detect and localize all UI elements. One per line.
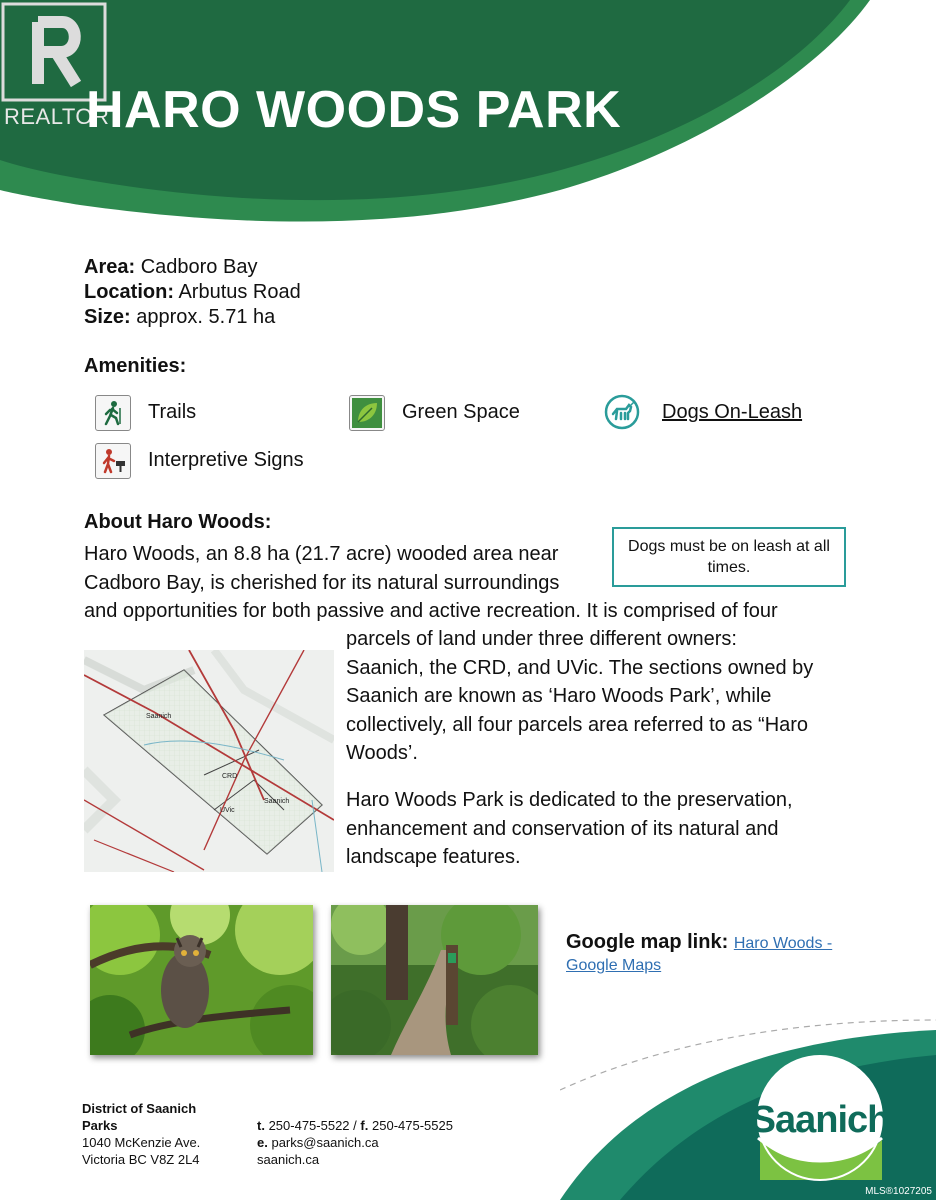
about-line: landscape features. xyxy=(346,846,521,868)
google-map-label xyxy=(566,931,832,954)
email-address[interactable]: parks@saanich.ca xyxy=(271,1135,379,1150)
sign-reader-icon xyxy=(95,443,131,479)
about-line: parcels of land under three different owners: xyxy=(346,628,737,650)
map-label-saanich: Saanich xyxy=(146,713,172,720)
footer-contact xyxy=(257,1117,453,1168)
area-label: Area: xyxy=(84,256,136,278)
trail-photo xyxy=(331,905,538,1055)
about-paragraph-2 xyxy=(346,625,866,768)
google-map-label-text: Google map link: xyxy=(566,931,729,953)
location-label: Location: xyxy=(84,281,174,303)
footer-org xyxy=(82,1100,200,1168)
amenities-heading: Amenities: xyxy=(84,355,187,377)
leash-callout: Dogs must be on leash at all times. xyxy=(612,527,846,587)
address-line-2: Victoria BC V8Z 2L4 xyxy=(82,1152,200,1167)
about-line: and opportunities for both passive and active recreation. It is comprised of four xyxy=(84,600,778,622)
owl-photo xyxy=(90,905,313,1055)
address-line-1: 1040 McKenzie Ave. xyxy=(82,1135,201,1150)
about-line: Saanich, the CRD, and UVic. The sections owned by xyxy=(346,656,814,679)
phone-line xyxy=(257,1117,453,1134)
location-value: Arbutus Road xyxy=(178,281,301,303)
org-line-2: Parks xyxy=(82,1118,118,1133)
about-line: enhancement and conservation of its natural and xyxy=(346,817,779,840)
leaf-icon xyxy=(349,395,385,431)
park-map xyxy=(84,650,334,872)
mls-number: MLS®1027205 xyxy=(865,1186,932,1197)
google-map-link-part2[interactable]: Google Maps xyxy=(566,957,662,974)
area-line xyxy=(84,256,257,279)
phone-separator: / xyxy=(353,1118,357,1133)
saanich-logo: Saanich xyxy=(750,1099,890,1141)
about-line: collectively, all four parcels area referred to as “Haro xyxy=(346,713,809,736)
location-line xyxy=(84,281,301,304)
about-line: Saanich are known as ‘Haro Woods Park’, while xyxy=(346,685,772,707)
map-label-crd: CRD xyxy=(222,773,238,780)
org-line-1: District of Saanich xyxy=(82,1101,197,1116)
amenity-trails: Trails xyxy=(148,401,197,423)
google-map-link-part1[interactable]: Haro Woods - xyxy=(733,935,833,952)
tel-prefix: t. xyxy=(257,1118,265,1133)
about-line: Haro Woods, an 8.8 ha (21.7 acre) wooded area near xyxy=(84,543,559,565)
about-line: Woods’. xyxy=(346,742,418,764)
size-line xyxy=(84,306,275,329)
amenity-interpretive-signs: Interpretive Signs xyxy=(148,449,304,471)
about-line: Cadboro Bay, is cherished for its natural surroundings xyxy=(84,571,560,594)
map-label-saanich-small: Saanich xyxy=(264,798,290,805)
website[interactable]: saanich.ca xyxy=(257,1152,320,1167)
amenity-dogs-on-leash-link[interactable]: Dogs On-Leash xyxy=(662,401,803,423)
size-label: Size: xyxy=(84,306,131,328)
email-line xyxy=(257,1134,453,1151)
email-prefix: e. xyxy=(257,1135,268,1150)
about-paragraph-3 xyxy=(346,786,866,872)
hiker-icon xyxy=(95,395,131,431)
dog-icon xyxy=(604,394,640,430)
phone-number: 250-475-5522 xyxy=(268,1118,350,1133)
realtor-watermark: REALTOR xyxy=(4,104,110,129)
area-value: Cadboro Bay xyxy=(140,256,258,278)
page-title: HARO WOODS PARK xyxy=(86,81,622,139)
fax-prefix: f. xyxy=(360,1118,369,1133)
about-line: Haro Woods Park is dedicated to the preservation, xyxy=(346,789,793,811)
size-value: approx. 5.71 ha xyxy=(136,306,276,328)
map-label-uvic: UVic xyxy=(220,807,235,814)
amenity-green-space: Green Space xyxy=(402,401,520,423)
about-heading: About Haro Woods: xyxy=(84,511,272,533)
footer-swoosh xyxy=(560,1000,936,1200)
fax-number: 250-475-5525 xyxy=(372,1118,453,1133)
about-paragraph-1 xyxy=(84,540,864,626)
